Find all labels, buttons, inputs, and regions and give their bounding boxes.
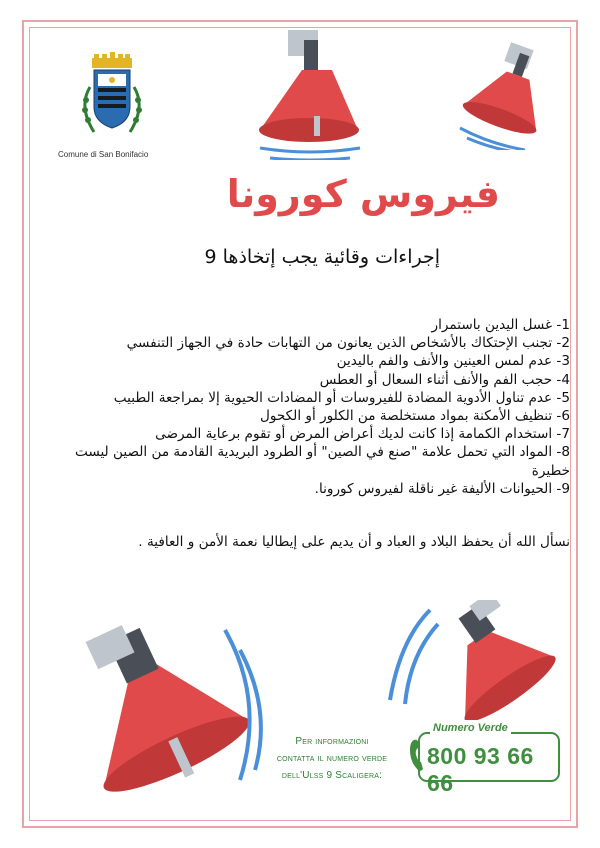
numero-verde-label: Numero Verde [430,722,511,734]
organization-name: Comune di San Bonifacio [58,150,149,159]
contact-line: contatta il numero verde [276,753,388,764]
list-item: 3- عدم لمس العينين والأنف والفم باليدين [336,353,570,370]
megaphone-icon [240,30,380,160]
phone-number[interactable]: 800 93 66 66 [427,743,534,796]
subtitle: إجراءات وقائية يجب إتخاذها 9 [204,246,440,268]
list-item: 5- عدم تناول الأدوية المضادة للفيروسات أو المضادات الحيوية إلا بمراجعة الطبيب [113,389,570,406]
municipal-crest-icon [72,52,152,147]
megaphone-icon [455,40,565,150]
list-item: 9- الحيوانات الأليفة غير ناقلة لفيروس كورونا. [314,480,570,497]
prevention-rules-list [48,316,570,498]
list-item: 8- المواد التي تحمل علامة "صنع في الصين" أو الطرود البريدية القادمة من الصين ليست خطيرة [74,444,570,479]
megaphone-icon [40,610,270,825]
main-title: فيروس كورونا [226,172,500,216]
list-item: 7- استخدام الكمامة إذا كانت لديك أعراض المرض أو تقوم برعاية المرضى [155,426,570,443]
contact-line: Per informazioni [295,736,369,747]
list-item: 1- غسل اليدين باستمرار [431,317,570,333]
megaphone-icon [380,600,570,720]
list-item: 6- تنظيف الأمكنة بمواد مستخلصة من الكلور أو الكحول [260,408,570,425]
contact-info [262,733,402,784]
list-item: 2- تجنب الإحتكاك بالأشخاص الذين يعانون من التهابات حادة في الجهاز التنفسي [126,335,570,352]
list-item: 4- حجب الفم والأنف أثناء السعال أو العطس [319,371,570,388]
closing-prayer: نسأل الله أن يحفظ البلاد و العباد و أن يديم على إيطاليا نعمة الأمن و العافية . [138,534,570,550]
contact-line: dell'Ulss 9 Scaligera: [281,770,383,781]
phone-icon [410,738,428,772]
